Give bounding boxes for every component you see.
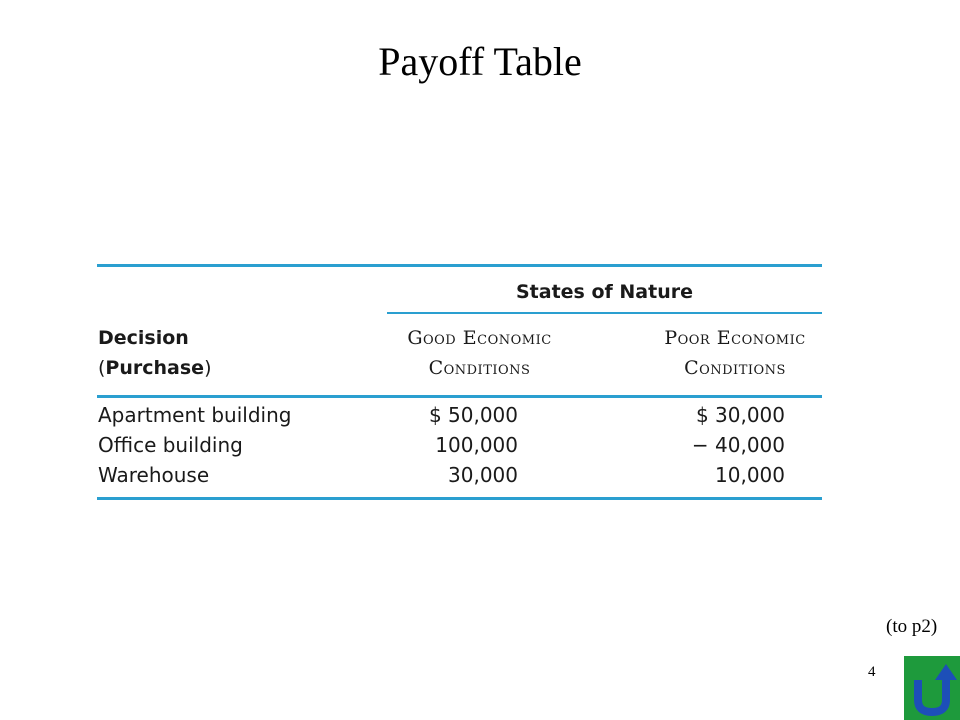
row-label-warehouse: Warehouse: [98, 463, 210, 487]
cell-office-poor: − 40,000: [691, 433, 785, 457]
good-conditions-header-line1: Good Economic: [407, 327, 552, 349]
states-of-nature-header: States of Nature: [515, 281, 693, 303]
cell-warehouse-good: 30,000: [448, 463, 518, 487]
cell-apartment-good: $ 50,000: [428, 403, 518, 427]
poor-conditions-header-line1: Poor Economic: [664, 327, 806, 349]
cell-warehouse-poor: 10,000: [715, 463, 785, 487]
to-page-2-link[interactable]: (to p2): [886, 616, 938, 637]
purchase-header-label: Purchase: [105, 357, 205, 379]
row-label-office: Office building: [98, 433, 243, 457]
row-label-apartment: Apartment building: [98, 403, 292, 427]
return-button[interactable]: [904, 656, 960, 720]
purchase-open-paren: (: [98, 357, 106, 379]
table-header-rule: [97, 395, 822, 398]
slide-title: Payoff Table: [378, 39, 582, 84]
u-turn-return-icon: [904, 656, 960, 720]
purchase-close-paren: ): [204, 357, 212, 379]
page-number: 4: [868, 664, 876, 680]
purchase-header: [98, 353, 211, 383]
states-of-nature-underline: [387, 312, 822, 314]
table-bottom-rule: [97, 497, 822, 500]
poor-conditions-header-line2: Conditions: [684, 357, 786, 379]
good-conditions-header-line2: Conditions: [428, 357, 531, 379]
cell-apartment-poor: $ 30,000: [695, 403, 785, 427]
table-top-rule: [97, 264, 822, 267]
cell-office-good: 100,000: [435, 433, 518, 457]
decision-header: Decision: [98, 327, 189, 349]
